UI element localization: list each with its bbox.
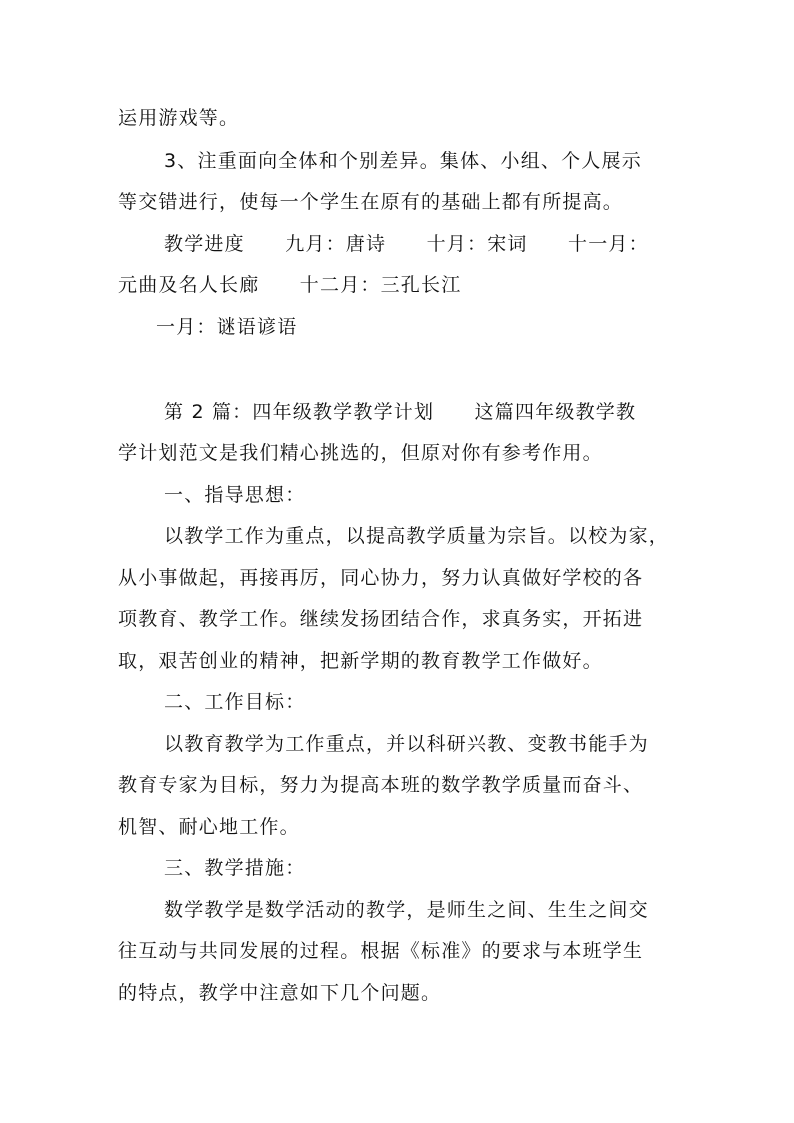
text-line-19: 数学教学是数学活动的教学，是师生之间、生生之间交: [164, 899, 649, 921]
text-line-10: 以教学工作为重点，以提高教学质量为宗旨。以校为家，: [164, 525, 670, 547]
text-line-6: 一月：谜语谚语: [156, 316, 298, 338]
section-heading-teaching-measures: 三、教学措施：: [164, 857, 306, 879]
text-line-4: 教学进度 九月：唐诗 十月：宋词 十一月：: [164, 233, 649, 255]
text-line-5: 元曲及名人长廊 十二月：三孔长江: [118, 274, 462, 296]
text-line-12: 项教育、教学工作。继续发扬团结合作，求真务实，开拓进: [118, 608, 644, 630]
text-line-15: 以教育教学为工作重点，并以科研兴教、变教书能手为: [164, 733, 649, 755]
text-line-11: 从小事做起，再接再厉，同心协力，努力认真做好学校的各: [118, 567, 644, 589]
text-line-8: 学计划范文是我们精心挑选的，但原对你有参考作用。: [118, 442, 603, 464]
text-line-21: 的特点，教学中注意如下几个问题。: [118, 982, 442, 1004]
text-line-20: 往互动与共同发展的过程。根据《标准》的要求与本班学生: [118, 940, 644, 962]
text-line-13: 取，艰苦创业的精神，把新学期的教育教学工作做好。: [118, 650, 603, 672]
text-line-17: 机智、耐心地工作。: [118, 816, 300, 838]
section-heading-work-goals: 二、工作目标：: [164, 691, 306, 713]
text-line-7: 第 2 篇：四年级教学教学计划 这篇四年级教学教: [164, 401, 637, 423]
text-line-3: 等交错进行，使每一个学生在原有的基础上都有所提高。: [118, 191, 624, 213]
text-line-16: 教育专家为目标，努力为提高本班的数学教学质量而奋斗、: [118, 774, 644, 796]
section-heading-guiding-thought: 一、指导思想：: [164, 484, 306, 506]
text-line-2: 3、注重面向全体和个别差异。集体、小组、个人展示: [164, 150, 642, 172]
text-line-1: 运用游戏等。: [118, 107, 240, 129]
